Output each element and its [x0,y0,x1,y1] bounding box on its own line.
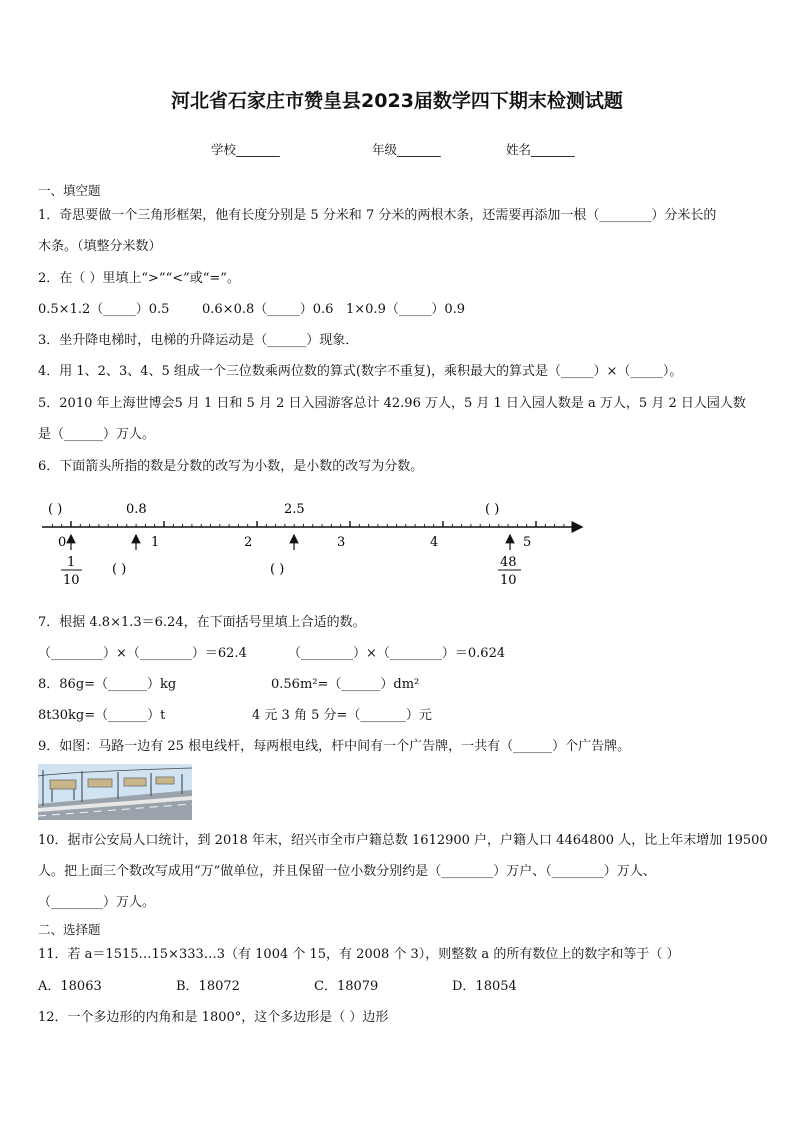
question-9: 9．如图：马路一边有 25 根电线杆，每两根电线，杆中间有一个广告牌，一共有（______）个广告牌。 [38,739,631,754]
question-5-line2: 是（______）万人。 [38,427,156,442]
question-1-line2: 木条。（填整分米数） [38,239,162,254]
grade-field: 年级_______ [372,142,441,157]
bottom-blank-2: ( ) [270,562,285,577]
question-11-option-c: C．18079 [314,979,379,994]
question-2-item-1: 0.5×1.2（_____）0.5 [38,302,170,317]
name-field: 姓名_______ [506,142,575,157]
question-11-option-b: B．18072 [176,979,240,994]
question-8-item-3: 8t30kg=（______）t [38,708,166,723]
number-line-figure [30,492,590,592]
up-arrows [71,535,510,550]
question-10-line3: （________）万人。 [38,895,156,910]
road-billboard-image [38,764,192,820]
page-title: 河北省石家庄市赞皇县2023届数学四下期末检测试题 [171,90,623,112]
tick-label-2: 2 [244,535,253,550]
question-8-item-1: 8．86g=（______）kg [38,677,177,692]
section-multiple-choice: 二、选择题 [38,922,101,937]
top-label-0-8: 0.8 [126,502,147,517]
question-6: 6．下面箭头所指的数是分数的改写为小数，是小数的改写为分数。 [38,459,424,474]
question-7-item-1: （________）×（________）＝62.4 [38,646,247,661]
question-11: 11．若 a＝1515…15×333…3（有 1004 个 15，有 2008 个 3），则整数 a 的所有数位上的数字和等于（ ） [38,947,680,962]
question-2-item-3: 1×0.9（_____）0.9 [346,302,466,317]
question-8-item-4: 4 元 3 角 5 分=（_______）元 [252,708,432,723]
question-10-line2: 人。把上面三个数改写成用“万”做单位，并且保留一位小数分别约是（________）万户、（________）万人、 [38,864,656,879]
tick-label-3: 3 [337,535,346,550]
tick-label-0: 0 [58,535,67,550]
top-label-blank-2: ( ) [485,502,500,517]
question-10-line1: 10．据市公安局人口统计，到 2018 年末，绍兴市全市户籍总数 1612900 户，户籍人口 4464800 人，比上年末增加 19500 [38,833,768,848]
tick-label-5: 5 [523,535,532,550]
question-8-item-2: 0.56m²=（______）dm² [271,677,420,692]
question-11-option-d: D．18054 [452,979,517,994]
question-7: 7．根据 4.8×1.3＝6.24，在下面括号里填上合适的数。 [38,615,366,630]
tick-label-1: 1 [151,535,160,550]
question-3: 3．坐升降电梯时，电梯的升降运动是（______）现象． [38,333,359,348]
question-1-line1: 1．奇思要做一个三角形框架，他有长度分别是 5 分米和 7 分米的两根木条，还需要再添加一根（________）分米长的 [38,208,717,223]
question-2-item-2: 0.6×0.8（_____）0.6 [202,302,334,317]
question-7-item-2: （________）×（________）＝0.624 [288,646,506,661]
fraction-2-numerator: 48 [500,555,517,570]
fraction-1-numerator: 1 [67,555,76,570]
number-line-ticks [52,521,564,527]
section-fill-blank: 一、填空题 [38,183,101,198]
question-4: 4．用 1、2、3、4、5 组成一个三位数乘两位数的算式(数字不重复)，乘积最大的算式是（_____）×（_____）。 [38,364,683,379]
question-2: 2．在（ ）里填上“>”“<”或“=”。 [38,271,240,286]
bottom-blank-1: ( ) [112,562,127,577]
question-12: 12．一个多边形的内角和是 1800°，这个多边形是（ ）边形 [38,1010,389,1025]
school-field: 学校_______ [211,142,280,157]
question-5-line1: 5．2010 年上海世博会5 月 1 日和 5 月 2 日入园游客总计 42.96 万人，5 月 1 日入园人数是 a 万人，5 月 2 日人园人数 [38,396,746,411]
fraction-2-denominator: 10 [500,573,517,588]
question-11-option-a: A．18063 [38,979,102,994]
top-label-blank-1: ( ) [48,502,63,517]
tick-label-4: 4 [430,535,439,550]
top-label-2-5: 2.5 [284,502,305,517]
fraction-1-denominator: 10 [63,573,80,588]
